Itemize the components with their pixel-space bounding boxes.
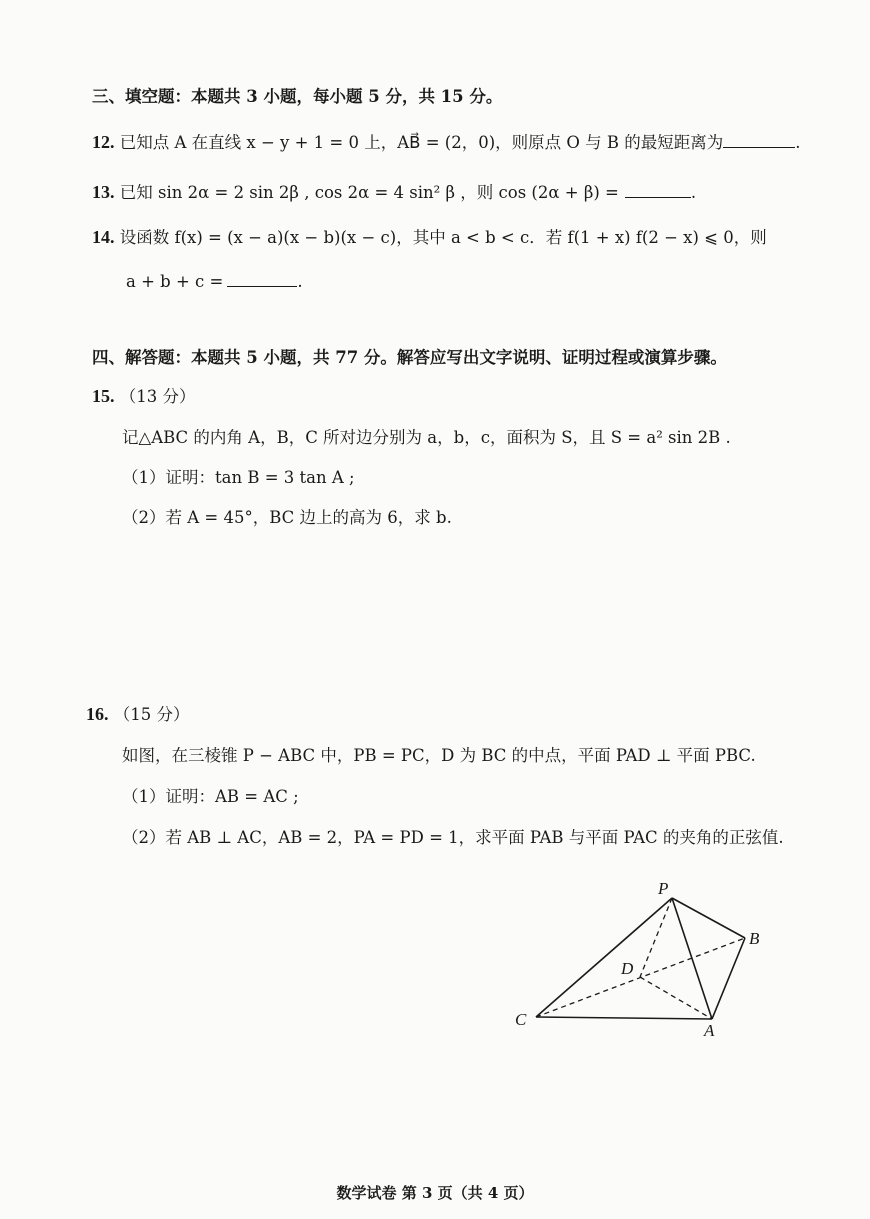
- question-14-line2: a + b + c = .: [126, 272, 303, 291]
- edge-ca: [536, 1017, 712, 1019]
- question-15-header: [92, 385, 196, 408]
- answer-blank: [625, 181, 691, 198]
- label-p: P: [658, 879, 669, 898]
- question-15-stem: 记△ABC 的内角 A，B，C 所对边分别为 a，b，c，面积为 S，且 S = a² sin 2B .: [122, 428, 731, 447]
- question-15-part1: （1）证明：tan B = 3 tan A ;: [122, 468, 355, 487]
- label-b: B: [749, 929, 760, 948]
- question-12: 12. 已知点 A 在直线 x − y + 1 = 0 上，AB⃗ = (2，0)，则原点 O 与 B 的最短距离为 .: [92, 132, 801, 152]
- question-number: 14.: [92, 227, 115, 247]
- label-c: C: [515, 1010, 527, 1029]
- question-15-part2: （2）若 A = 45°，BC 边上的高为 6，求 b.: [122, 508, 452, 527]
- question-16-header: [86, 703, 190, 726]
- question-text-line2: a + b + c =: [126, 272, 224, 291]
- edge-pc: [536, 898, 672, 1017]
- answer-blank: [723, 131, 795, 148]
- question-13: 13. 已知 sin 2α = 2 sin 2β , cos 2α = 4 sin² β ，则 cos (2α + β) = .: [92, 182, 697, 202]
- question-number: 13.: [92, 182, 115, 202]
- section-3-heading: 三、填空题：本题共 3 小题，每小题 5 分，共 15 分。: [92, 87, 503, 106]
- question-text: 已知点 A 在直线 x − y + 1 = 0 上，AB⃗ = (2，0)，则原点 O 与 B 的最短距离为: [119, 133, 724, 152]
- page-footer: 数学试卷 第 3 页（共 4 页）: [336, 1184, 534, 1202]
- section-4-heading: 四、解答题：本题共 5 小题，共 77 分。解答应写出文字说明、证明过程或演算步骤。: [92, 348, 727, 367]
- segment-da-hidden: [640, 977, 712, 1019]
- question-number: 12.: [92, 132, 115, 152]
- label-d: D: [621, 959, 634, 978]
- label-a: A: [704, 1021, 715, 1040]
- edge-ab: [712, 938, 745, 1019]
- question-text: 已知 sin 2α = 2 sin 2β , cos 2α = 4 sin² β ，则 cos (2α + β) =: [119, 183, 619, 202]
- question-number: 15.: [92, 386, 115, 406]
- question-number: 16.: [86, 704, 109, 724]
- question-16-part1: （1）证明：AB = AC ;: [122, 787, 299, 806]
- question-score: （13 分）: [119, 387, 196, 406]
- question-14: [92, 226, 767, 249]
- answer-blank: [227, 270, 297, 287]
- segment-pd-hidden: [640, 898, 672, 977]
- question-16-part2: （2）若 AB ⊥ AC，AB = 2，PA = PD = 1，求平面 PAB 与平面 PAC 的夹角的正弦值.: [122, 828, 784, 847]
- pyramid-figure: [500, 872, 790, 1042]
- question-16-stem: 如图，在三棱锥 P − ABC 中，PB = PC，D 为 BC 的中点，平面 PAD ⊥ 平面 PBC.: [122, 746, 756, 765]
- question-text-line1: 设函数 f(x) = (x − a)(x − b)(x − c)，其中 a < b < c．若 f(1 + x) f(2 − x) ⩽ 0，则: [119, 228, 767, 247]
- question-score: （15 分）: [113, 705, 190, 724]
